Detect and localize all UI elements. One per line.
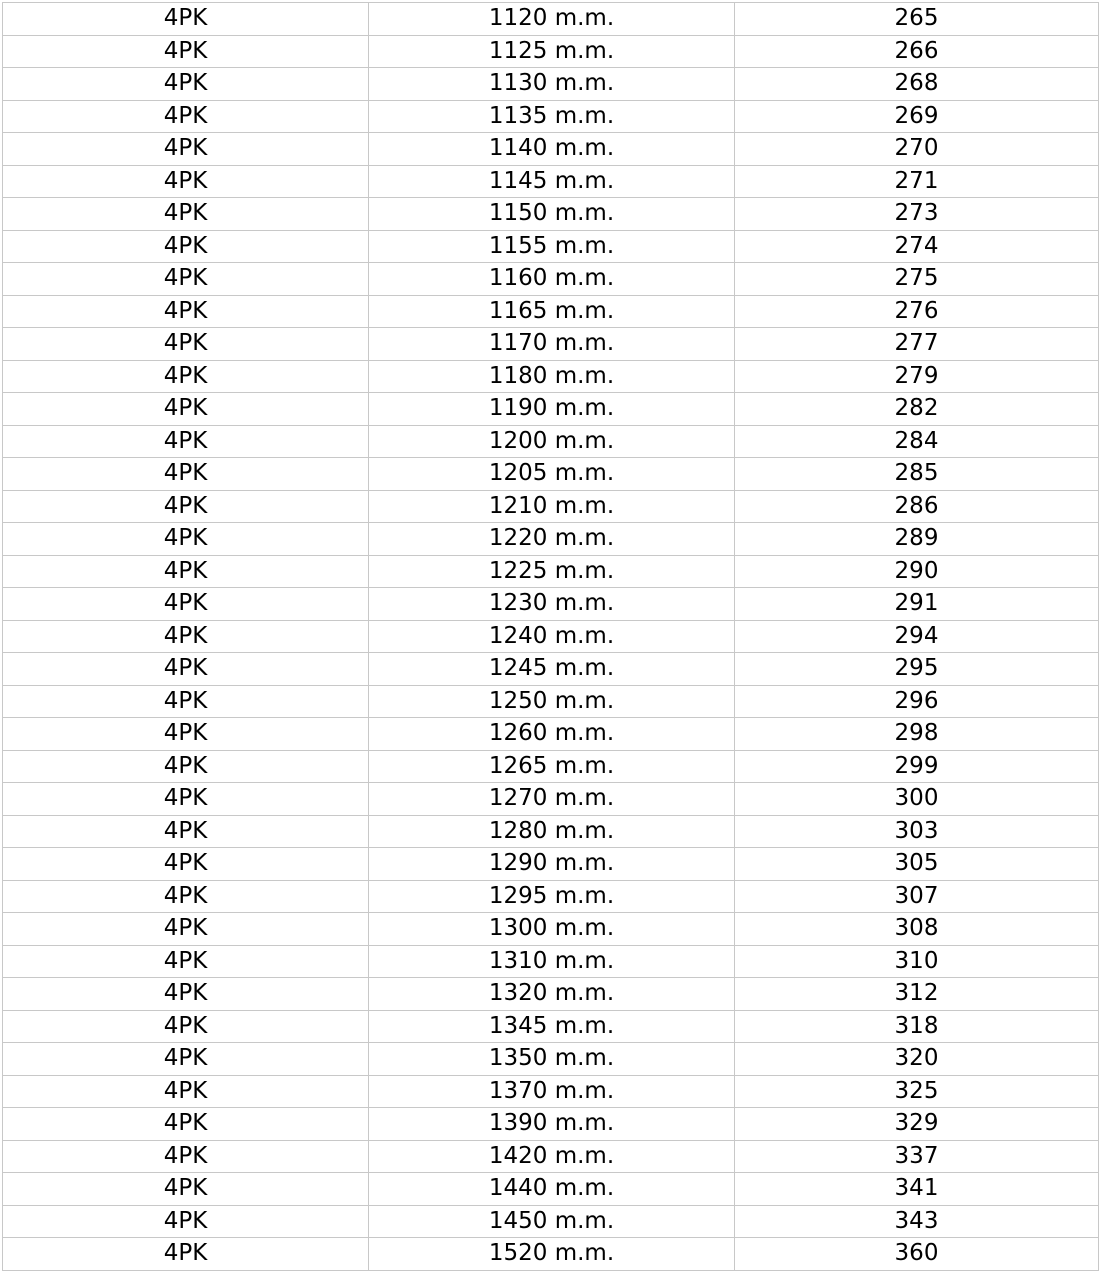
belt-profile-cell: 4PK xyxy=(3,620,369,653)
table-row xyxy=(3,588,1099,621)
belt-length-cell: 1310 m.m. xyxy=(369,945,735,978)
belt-profile-cell: 4PK xyxy=(3,815,369,848)
belt-profile-cell: 4PK xyxy=(3,653,369,686)
value-cell: 266 xyxy=(735,35,1099,68)
belt-length-cell: 1220 m.m. xyxy=(369,523,735,556)
table-row xyxy=(3,328,1099,361)
table-row xyxy=(3,393,1099,426)
table-row xyxy=(3,263,1099,296)
table-row xyxy=(3,718,1099,751)
belt-length-cell: 1240 m.m. xyxy=(369,620,735,653)
belt-profile-cell: 4PK xyxy=(3,295,369,328)
value-cell: 268 xyxy=(735,68,1099,101)
value-cell: 269 xyxy=(735,100,1099,133)
belt-length-cell: 1225 m.m. xyxy=(369,555,735,588)
value-cell: 300 xyxy=(735,783,1099,816)
belt-profile-cell: 4PK xyxy=(3,425,369,458)
belt-profile-cell: 4PK xyxy=(3,718,369,751)
value-cell: 265 xyxy=(735,3,1099,36)
table-row xyxy=(3,1173,1099,1206)
belt-profile-cell: 4PK xyxy=(3,393,369,426)
table-row xyxy=(3,68,1099,101)
table-row xyxy=(3,1075,1099,1108)
belt-length-cell: 1245 m.m. xyxy=(369,653,735,686)
belt-profile-cell: 4PK xyxy=(3,750,369,783)
value-cell: 271 xyxy=(735,165,1099,198)
table-row xyxy=(3,653,1099,686)
table-body xyxy=(3,3,1099,1271)
belt-profile-cell: 4PK xyxy=(3,880,369,913)
value-cell: 279 xyxy=(735,360,1099,393)
value-cell: 329 xyxy=(735,1108,1099,1141)
value-cell: 310 xyxy=(735,945,1099,978)
belt-profile-cell: 4PK xyxy=(3,588,369,621)
belt-profile-cell: 4PK xyxy=(3,1140,369,1173)
table-row xyxy=(3,880,1099,913)
value-cell: 325 xyxy=(735,1075,1099,1108)
value-cell: 305 xyxy=(735,848,1099,881)
value-cell: 299 xyxy=(735,750,1099,783)
belt-length-cell: 1420 m.m. xyxy=(369,1140,735,1173)
belt-profile-cell: 4PK xyxy=(3,133,369,166)
belt-length-cell: 1145 m.m. xyxy=(369,165,735,198)
belt-length-cell: 1290 m.m. xyxy=(369,848,735,881)
value-cell: 282 xyxy=(735,393,1099,426)
table-row xyxy=(3,913,1099,946)
table-row xyxy=(3,100,1099,133)
value-cell: 295 xyxy=(735,653,1099,686)
belt-length-cell: 1205 m.m. xyxy=(369,458,735,491)
table-row xyxy=(3,1043,1099,1076)
belt-profile-cell: 4PK xyxy=(3,523,369,556)
belt-length-cell: 1320 m.m. xyxy=(369,978,735,1011)
value-cell: 318 xyxy=(735,1010,1099,1043)
belt-length-cell: 1160 m.m. xyxy=(369,263,735,296)
value-cell: 320 xyxy=(735,1043,1099,1076)
belt-profile-cell: 4PK xyxy=(3,685,369,718)
belt-profile-cell: 4PK xyxy=(3,913,369,946)
belt-length-cell: 1230 m.m. xyxy=(369,588,735,621)
table-row xyxy=(3,230,1099,263)
value-cell: 291 xyxy=(735,588,1099,621)
value-cell: 277 xyxy=(735,328,1099,361)
value-cell: 284 xyxy=(735,425,1099,458)
belt-length-cell: 1165 m.m. xyxy=(369,295,735,328)
belt-length-cell: 1450 m.m. xyxy=(369,1205,735,1238)
value-cell: 308 xyxy=(735,913,1099,946)
belt-length-cell: 1300 m.m. xyxy=(369,913,735,946)
belt-length-cell: 1250 m.m. xyxy=(369,685,735,718)
belt-length-cell: 1135 m.m. xyxy=(369,100,735,133)
table-row xyxy=(3,685,1099,718)
belt-profile-cell: 4PK xyxy=(3,1173,369,1206)
table-row xyxy=(3,198,1099,231)
value-cell: 270 xyxy=(735,133,1099,166)
table-row xyxy=(3,1108,1099,1141)
belt-profile-cell: 4PK xyxy=(3,1205,369,1238)
belt-profile-cell: 4PK xyxy=(3,458,369,491)
belt-length-cell: 1170 m.m. xyxy=(369,328,735,361)
table-row xyxy=(3,165,1099,198)
value-cell: 337 xyxy=(735,1140,1099,1173)
belt-profile-cell: 4PK xyxy=(3,35,369,68)
value-cell: 286 xyxy=(735,490,1099,523)
belt-length-cell: 1270 m.m. xyxy=(369,783,735,816)
belt-profile-cell: 4PK xyxy=(3,783,369,816)
belt-length-cell: 1190 m.m. xyxy=(369,393,735,426)
belt-length-cell: 1260 m.m. xyxy=(369,718,735,751)
table-row xyxy=(3,945,1099,978)
value-cell: 360 xyxy=(735,1238,1099,1271)
belt-length-cell: 1140 m.m. xyxy=(369,133,735,166)
value-cell: 276 xyxy=(735,295,1099,328)
belt-profile-cell: 4PK xyxy=(3,3,369,36)
table-row xyxy=(3,620,1099,653)
value-cell: 285 xyxy=(735,458,1099,491)
belt-profile-cell: 4PK xyxy=(3,555,369,588)
table-row xyxy=(3,555,1099,588)
table-row xyxy=(3,133,1099,166)
table-row xyxy=(3,458,1099,491)
value-cell: 290 xyxy=(735,555,1099,588)
value-cell: 341 xyxy=(735,1173,1099,1206)
belt-profile-cell: 4PK xyxy=(3,1043,369,1076)
value-cell: 296 xyxy=(735,685,1099,718)
table-row xyxy=(3,1205,1099,1238)
table-row xyxy=(3,815,1099,848)
belt-profile-cell: 4PK xyxy=(3,1108,369,1141)
table-row xyxy=(3,523,1099,556)
belt-profile-cell: 4PK xyxy=(3,100,369,133)
table-row xyxy=(3,1010,1099,1043)
table-row xyxy=(3,1238,1099,1271)
table-row xyxy=(3,978,1099,1011)
belt-profile-cell: 4PK xyxy=(3,230,369,263)
table-row xyxy=(3,750,1099,783)
belt-profile-cell: 4PK xyxy=(3,165,369,198)
table-row xyxy=(3,35,1099,68)
belt-length-cell: 1520 m.m. xyxy=(369,1238,735,1271)
belt-length-cell: 1210 m.m. xyxy=(369,490,735,523)
belt-length-cell: 1345 m.m. xyxy=(369,1010,735,1043)
value-cell: 307 xyxy=(735,880,1099,913)
belt-size-table xyxy=(2,2,1099,1271)
belt-length-cell: 1150 m.m. xyxy=(369,198,735,231)
table-row xyxy=(3,3,1099,36)
belt-profile-cell: 4PK xyxy=(3,1010,369,1043)
belt-length-cell: 1350 m.m. xyxy=(369,1043,735,1076)
belt-length-cell: 1265 m.m. xyxy=(369,750,735,783)
belt-profile-cell: 4PK xyxy=(3,198,369,231)
belt-length-cell: 1155 m.m. xyxy=(369,230,735,263)
belt-length-cell: 1280 m.m. xyxy=(369,815,735,848)
belt-profile-cell: 4PK xyxy=(3,848,369,881)
belt-profile-cell: 4PK xyxy=(3,328,369,361)
table-row xyxy=(3,783,1099,816)
value-cell: 275 xyxy=(735,263,1099,296)
belt-profile-cell: 4PK xyxy=(3,1238,369,1271)
table-row xyxy=(3,490,1099,523)
belt-profile-cell: 4PK xyxy=(3,263,369,296)
table-row xyxy=(3,425,1099,458)
belt-length-cell: 1295 m.m. xyxy=(369,880,735,913)
table-row xyxy=(3,295,1099,328)
belt-profile-cell: 4PK xyxy=(3,1075,369,1108)
value-cell: 312 xyxy=(735,978,1099,1011)
belt-length-cell: 1125 m.m. xyxy=(369,35,735,68)
value-cell: 343 xyxy=(735,1205,1099,1238)
belt-length-cell: 1120 m.m. xyxy=(369,3,735,36)
belt-length-cell: 1130 m.m. xyxy=(369,68,735,101)
value-cell: 274 xyxy=(735,230,1099,263)
value-cell: 289 xyxy=(735,523,1099,556)
belt-length-cell: 1390 m.m. xyxy=(369,1108,735,1141)
table-row xyxy=(3,360,1099,393)
value-cell: 303 xyxy=(735,815,1099,848)
belt-profile-cell: 4PK xyxy=(3,68,369,101)
belt-profile-cell: 4PK xyxy=(3,978,369,1011)
belt-profile-cell: 4PK xyxy=(3,490,369,523)
belt-profile-cell: 4PK xyxy=(3,360,369,393)
table-row xyxy=(3,1140,1099,1173)
belt-length-cell: 1180 m.m. xyxy=(369,360,735,393)
table-row xyxy=(3,848,1099,881)
belt-profile-cell: 4PK xyxy=(3,945,369,978)
value-cell: 273 xyxy=(735,198,1099,231)
belt-length-cell: 1200 m.m. xyxy=(369,425,735,458)
belt-length-cell: 1370 m.m. xyxy=(369,1075,735,1108)
belt-length-cell: 1440 m.m. xyxy=(369,1173,735,1206)
value-cell: 294 xyxy=(735,620,1099,653)
value-cell: 298 xyxy=(735,718,1099,751)
